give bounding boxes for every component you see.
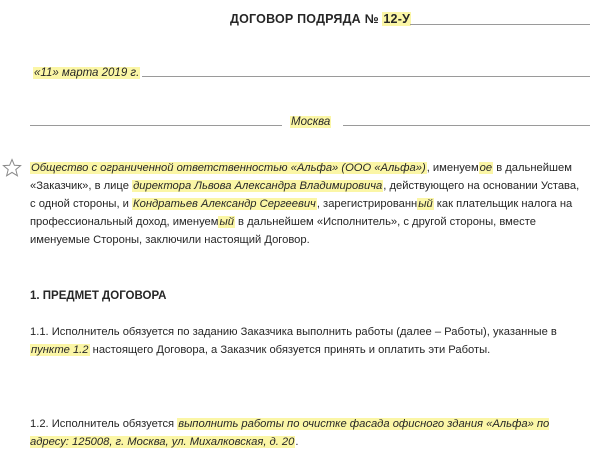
gender-ending[interactable]: ое: [479, 162, 493, 174]
clause-text: 1.2. Исполнитель обязуется: [30, 418, 178, 430]
clause-text: настоящего Договора, а Заказчик обязуется принять и оплатить эти Работы.: [89, 344, 491, 356]
title-rule: [410, 24, 590, 25]
gender-ending[interactable]: ый: [219, 216, 234, 228]
gender-ending[interactable]: ый: [418, 198, 433, 210]
contract-city: [290, 116, 331, 128]
director-name[interactable]: директора Львова Александра Владимировича: [133, 180, 383, 192]
clause-1-1: [30, 323, 585, 359]
preamble-text: как плательщик налога на профессиональный доход, именуем: [30, 198, 573, 228]
contract-number[interactable]: 12-У: [383, 12, 411, 26]
city-rule-left: [30, 125, 282, 126]
preamble-text: , действующего на основании Устава, с одной стороны, и: [30, 180, 580, 210]
date-rule: [142, 76, 590, 77]
city-rule-right: [343, 125, 590, 126]
clause-1-2: [30, 415, 585, 451]
preamble-text: , зарегистрированн: [316, 198, 418, 210]
preamble-text: , именуем: [426, 162, 479, 174]
clause-text: 1.1. Исполнитель обязуется по заданию Заказчика выполнить работы (далее – Работы), указанные в: [30, 326, 557, 338]
preamble-paragraph: [30, 159, 585, 249]
clause-text: .: [295, 436, 299, 448]
contract-date: [33, 67, 140, 79]
star-outline-icon[interactable]: [2, 158, 22, 178]
contractor-name[interactable]: Кондратьев Александр Сергеевич: [133, 198, 316, 210]
work-description[interactable]: выполнить работы по очистке фасада офисного здания «Альфа» по адресу: 125008, г. Москва, ул. Михалковская, д. 20: [30, 418, 550, 448]
customer-name[interactable]: Общество с ограниченной ответственностью «Альфа» (ООО «Альфа»): [31, 162, 426, 174]
clause-reference-link[interactable]: пункте 1.2: [31, 344, 89, 356]
document-title: [230, 12, 411, 26]
preamble-text: в дальнейшем «Заказчик», в лице: [30, 162, 572, 192]
section-heading: 1. ПРЕДМЕТ ДОГОВОРА: [30, 290, 167, 302]
city-field[interactable]: Москва: [291, 116, 331, 128]
preamble-text: в дальнейшем «Исполнитель», с другой стороны, вместе именуемые Стороны, заключили настоящий Договор.: [30, 216, 536, 246]
title-prefix: ДОГОВОР ПОДРЯДА №: [230, 12, 379, 26]
date-field[interactable]: «11» марта 2019 г.: [34, 67, 140, 79]
